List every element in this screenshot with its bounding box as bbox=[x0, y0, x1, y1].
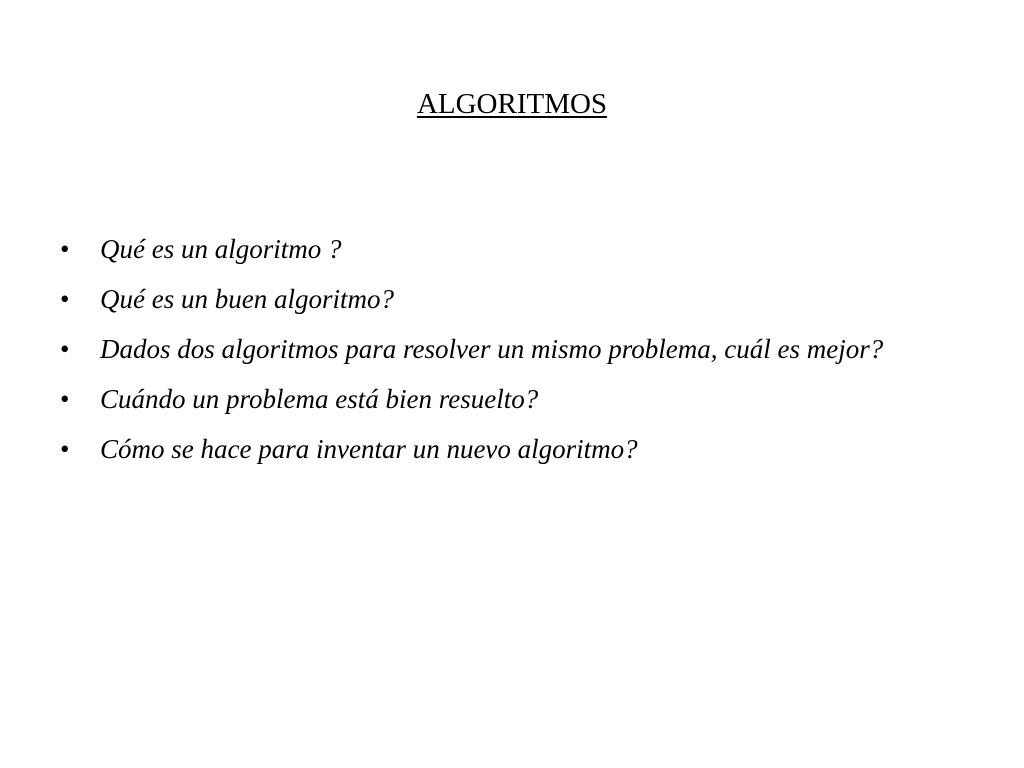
list-item bbox=[60, 279, 920, 319]
bullet-icon: • bbox=[60, 334, 70, 364]
slide-title: ALGORITMOS bbox=[416, 88, 608, 120]
bullet-icon: • bbox=[60, 234, 70, 264]
bullet-text: Qué es un buen algoritmo? bbox=[100, 284, 394, 314]
bullet-text: Dados dos algoritmos para resolver un mismo problema, cuál es mejor? bbox=[100, 334, 884, 364]
list-item bbox=[60, 329, 920, 369]
list-item bbox=[60, 229, 920, 269]
bullet-text: Cómo se hace para inventar un nuevo algoritmo? bbox=[100, 434, 638, 464]
bullet-icon: • bbox=[60, 434, 70, 464]
bullet-text: Cuándo un problema está bien resuelto? bbox=[100, 384, 539, 414]
bullet-list bbox=[60, 229, 920, 479]
list-item bbox=[60, 429, 920, 469]
list-item bbox=[60, 379, 920, 419]
bullet-icon: • bbox=[60, 284, 70, 314]
bullet-icon: • bbox=[60, 384, 70, 414]
bullet-text: Qué es un algoritmo ? bbox=[100, 234, 342, 264]
